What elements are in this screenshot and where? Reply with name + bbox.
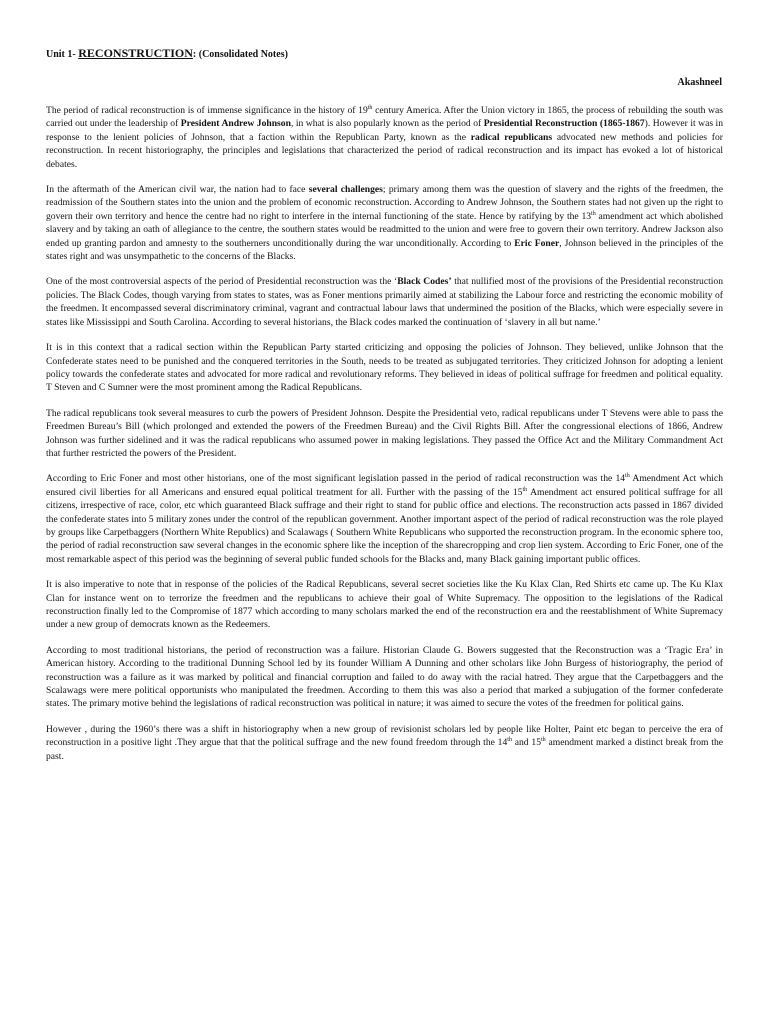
paragraph-7: It is also imperative to note that in response of the policies of the Radical Republicans, several secret societies like the Ku Klax Clan, Red Shirts etc came up. The Ku Klax Clan for instance went on to terrorize the freedmen and the republicans to achieve their goal of White Supremacy. The opposition to the legislations of the Radical reconstruction finally led to the Compromise of 1877 which according to many scholars marked the end of the reconstruction era and the reestablishment of White Supremacy under a new group of democrats known as the Redeemers. bbox=[46, 579, 723, 631]
paragraph-9: However , during the 1960’s there was a shift in historiography when a new group of revisionist scholars led by people like Holter, Paint etc began to perceive the era of reconstruction in a positive light .They argue that that the political suffrage and the new found freedom through the 14th and 15th amendment marked a distinct break from the past. bbox=[46, 723, 723, 762]
paragraph-8: According to most traditional historians, the period of reconstruction was a failure. Historian Claude G. Bowers suggested that the Reconstruction was a ‘Tragic Era’ in American history. According to the traditional Dunning School led by its founder William A Dunning and other scholars like John Burgess of historiography, the period of reconstruction was a failure as it was marked by political and financial corruption and failed to do away with the racial hatred. They argue that the Carpetbaggers and the Scalawags were mere political opportunists who manipulated the freedmen. According to them this was also a period that marked a subjugation of the former confederate states. The primary motive behind the legislations of radical reconstruction was political in nature; it was aimed to secure the votes of the freedmen for political gains. bbox=[46, 644, 723, 710]
author-name: Akashneel bbox=[677, 77, 722, 88]
paragraph-3: One of the most controversial aspects of the period of Presidential reconstruction was the ‘Black Codes’ that nullified most of the provisions of the Presidential reconstruction policies. The Black Codes, though varying from states to states, was as Foner mentions primarily aimed at stabilizing the Labour force and restricting the economic mobility of the freedmen. It encompassed several discriminatory criminal, vagrant and contractual labour laws that undermined the position of the Blacks, which were especially severe in states like Mississippi and South Carolina. According to several historians, the Black codes marked the continuation of ‘slavery in all but name.’ bbox=[46, 276, 724, 328]
title-main: RECONSTRUCTION bbox=[78, 46, 193, 60]
document-title bbox=[46, 47, 288, 61]
title-suffix: : (Consolidated Notes) bbox=[192, 49, 288, 60]
paragraph-6: According to Eric Foner and most other historians, one of the most significant legislation passed in the period of radical reconstruction was the 14th Amendment Act which ensured civil liberties for all Americans and ensured equal political treatment for all. Further with the passing of the 15th Amendment act ensured political suffrage for all citizens, irrespective of race, color, etc which guaranteed Black suffrage and their right to stand for public office and elections. The reconstruction acts passed in 1867 divided the confederate states into 5 military zones under the control of the republican government. Another important aspect of the period of radical reconstruction was the role played by groups like Carpetbaggers (Northern White Republics) and Scalawags ( Southern White Republicans who supported the reconstruction program. In the economic sphere too, the period of radial reconstruction saw several changes in the economic sphere like the inception of the sharecropping and crop lien system. According to Eric Foner, one of the most remarkable aspect of this period was the beginning of several public funded schools for the Blacks and, many Black gaining important public offices. bbox=[46, 473, 723, 565]
document-body bbox=[46, 104, 723, 775]
paragraph-4: It is in this context that a radical section within the Republican Party started criticizing and opposing the policies of Johnson. They believed, unlike Johnson that the Confederate states need to be punished and the conquered territories in the South, needs to be treated as subjugated territories. They criticized Johnson for adopting a lenient policy towards the confederate states and advocated for more radical and revolutionary reforms. They believed in ideas of political suffrage for freedmen and political equality. T Steven and C Sumner were the most prominent among the Radical Republicans. bbox=[46, 342, 723, 394]
paragraph-2: In the aftermath of the American civil war, the nation had to face several challenges; primary among them was the question of slavery and the rights of the freedmen, the readmission of the Southern states into the union and the problem of economic reconstruction. According to Andrew Johnson, the Southern states had not given up the right to govern their own territory and hence the centre had no right to interfere in the internal functioning of the state. Hence by ratifying by the 13th amendment act which abolished slavery and by taking an oath of allegiance to the centre, the southern states would be readmitted to the union and were free to govern their own territory. Andrew Jackson also ended up granting pardon and amnesty to the southerners unconditionally during the war unconditionally. According to Eric Foner, Johnson believed in the principles of the states right and was unsympathetic to the concerns of the Blacks. bbox=[46, 184, 723, 263]
paragraph-5: The radical republicans took several measures to curb the powers of President Johnson. Despite the Presidential veto, radical republicans under T Stevens were able to pass the Freedmen Bureau’s Bill (which prolonged and extended the powers of the Freedmen Bureau) and the Civil Rights Bill. After the congressional elections of 1866, Andrew Johnson was further sidelined and it was the radical republicans who assumed power in making legislations. They passed the Office Act and the Military Commandment Act that further restricted the powers of the President. bbox=[46, 407, 723, 459]
paragraph-1: The period of radical reconstruction is of immense significance in the history of 19th century America. After the Union victory in 1865, the process of rebuilding the south was carried out under the leadership of President Andrew Johnson, in what is also popularly known as the period of Presidential Reconstruction (1865-1867). However it was in response to the lenient policies of Johnson, that a faction within the Republican Party, known as the radical republicans advocated new methods and policies for reconstruction. In recent historiography, the principles and legislations that characterized the period of radical reconstruction and its impact has evoked a lot of historical debates. bbox=[46, 104, 724, 170]
title-prefix: Unit 1- bbox=[46, 49, 79, 60]
